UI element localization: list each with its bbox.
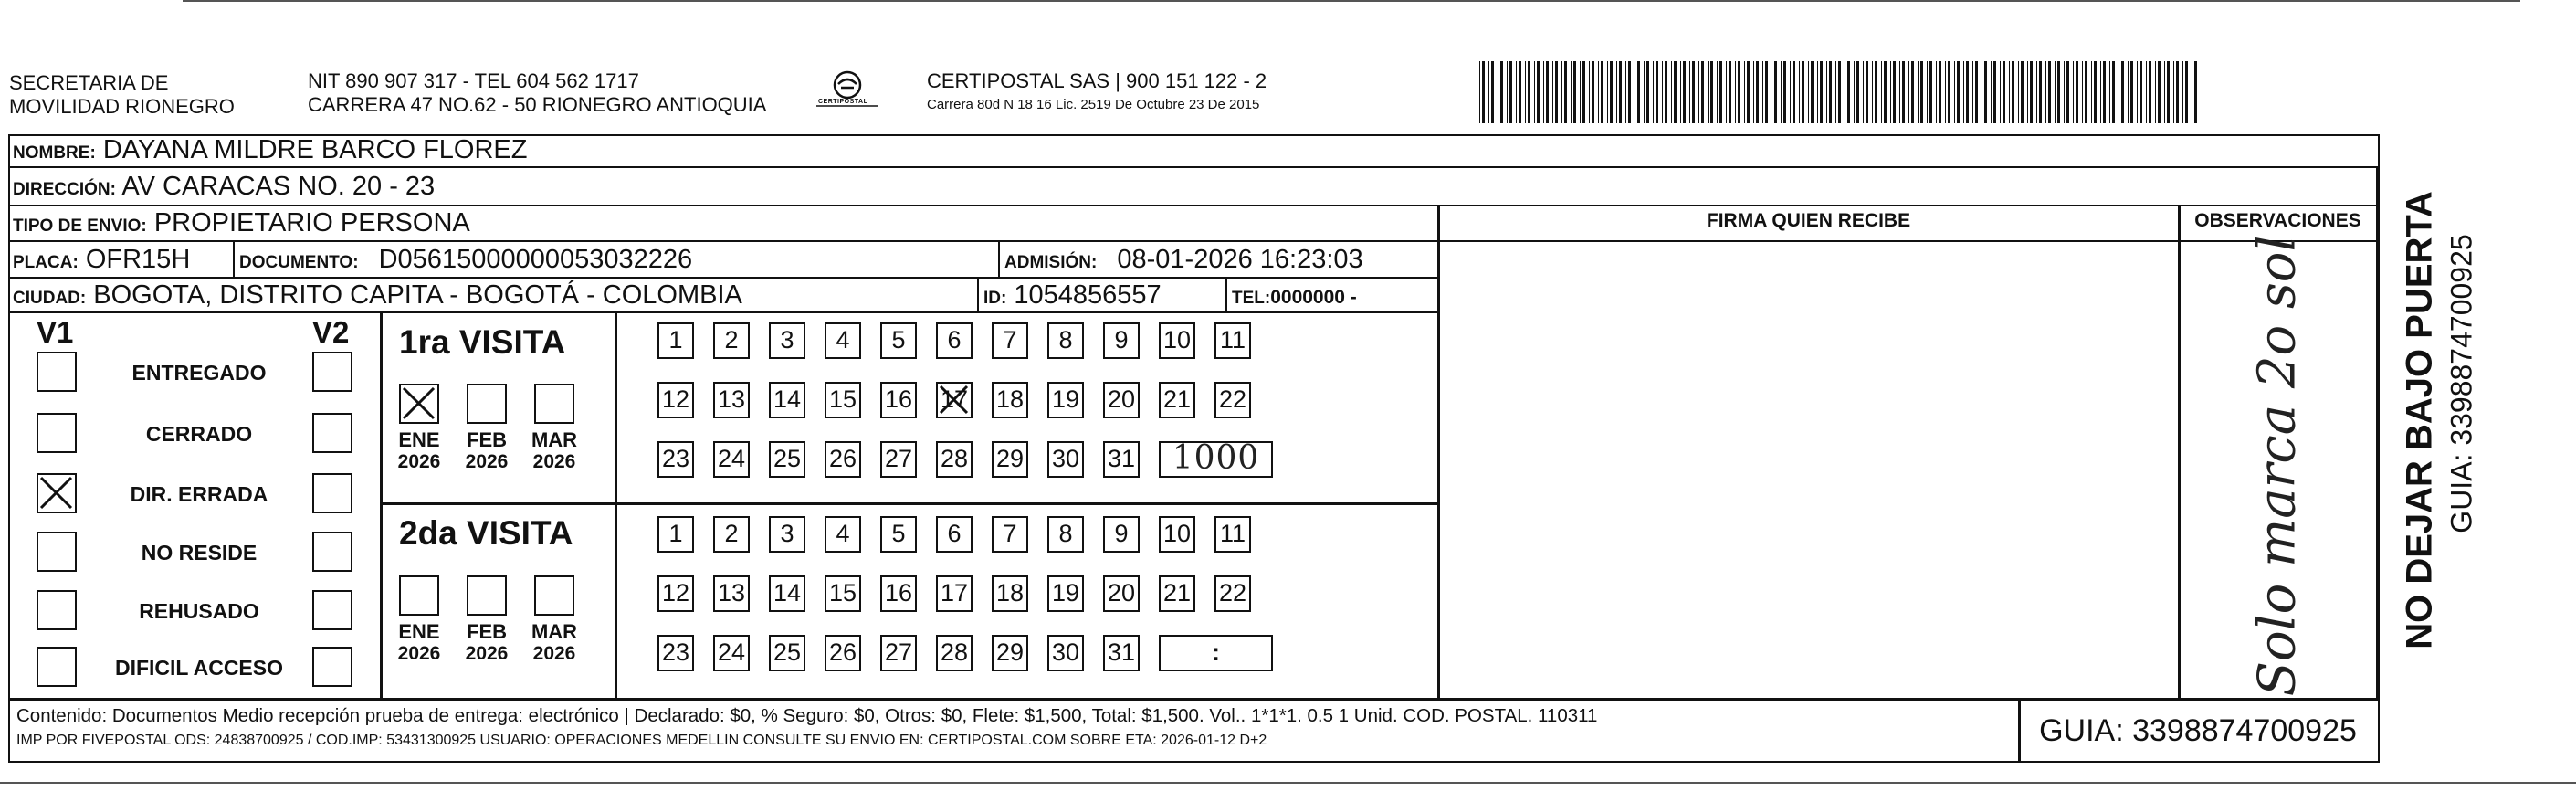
first-day-box[interactable]: 19 <box>1047 382 1084 418</box>
month-label: MAR <box>531 428 578 451</box>
first-day-box[interactable]: 2 <box>713 322 750 359</box>
v1-checkbox[interactable] <box>37 352 77 392</box>
ciudad-label: CIUDAD: <box>13 289 87 308</box>
first-visit-title: 1ra VISITA <box>399 323 566 361</box>
first-month-checkbox[interactable] <box>467 384 507 424</box>
documento-label: DOCUMENTO: <box>239 253 359 272</box>
second-day-box[interactable]: 17 <box>936 575 973 612</box>
v2-checkbox[interactable] <box>312 590 352 630</box>
year-label: 2026 <box>532 451 576 472</box>
second-day-box[interactable]: 10 <box>1159 516 1195 553</box>
nit-line-1: NIT 890 907 317 - TEL 604 562 1717 <box>308 69 639 92</box>
id-value: 1054856557 <box>1014 280 1162 310</box>
issuer-line-2: MOVILIDAD RIONEGRO <box>9 95 235 118</box>
nombre-row <box>13 134 527 169</box>
first-day-box[interactable]: 31 <box>1103 441 1140 478</box>
second-day-box[interactable]: 30 <box>1047 635 1084 671</box>
month-label: MAR <box>531 620 578 643</box>
tel-value: 0000000 - <box>1270 287 1357 308</box>
month-label: ENE <box>398 620 440 643</box>
time-handwriting: 1000 <box>1172 439 1260 477</box>
tel-field <box>1232 279 1357 314</box>
first-day-box[interactable]: 28 <box>936 441 973 478</box>
second-day-box[interactable]: 11 <box>1214 516 1251 553</box>
col-line-side <box>2376 166 2379 700</box>
second-day-box[interactable]: 23 <box>657 635 694 671</box>
col-line-admision <box>998 240 1000 277</box>
year-label: 2026 <box>397 643 441 664</box>
second-day-box[interactable]: 13 <box>713 575 750 612</box>
logo-text: CERTIPOSTAL <box>818 99 868 105</box>
month-label: FEB <box>467 428 507 451</box>
second-day-box[interactable]: 20 <box>1103 575 1140 612</box>
second-month-checkbox[interactable] <box>534 575 574 616</box>
first-day-box[interactable]: 27 <box>880 441 917 478</box>
side-guia: GUIA: 3398874700925 <box>2445 234 2478 533</box>
admision-value: 08-01-2026 16:23:03 <box>1117 245 1363 274</box>
status-label: REHUSADO <box>139 599 259 623</box>
admision-field <box>1004 244 1363 279</box>
col-line-days <box>615 311 617 700</box>
certipostal-logo <box>811 69 884 115</box>
v1-checkbox[interactable] <box>37 532 77 572</box>
side-notice: NO DEJAR BAJO PUERTA <box>2399 191 2440 649</box>
second-visit-title: 2da VISITA <box>399 514 573 552</box>
first-day-box[interactable]: 16 <box>880 382 917 418</box>
issuer-line-1: SECRETARIA DE <box>9 71 169 94</box>
first-day-box[interactable]: 10 <box>1159 322 1195 359</box>
v1-checkbox[interactable] <box>37 647 77 687</box>
top-border <box>183 0 2520 2</box>
v2-checkbox[interactable] <box>312 352 352 392</box>
second-day-box[interactable]: 6 <box>936 516 973 553</box>
second-day-box[interactable]: 12 <box>657 575 694 612</box>
v2-checkbox[interactable] <box>312 413 352 453</box>
col-line-status <box>380 311 383 700</box>
col-line-id <box>977 277 979 311</box>
first-day-box[interactable]: 11 <box>1214 322 1251 359</box>
first-day-box[interactable]: 9 <box>1103 322 1140 359</box>
firma-header: FIRMA QUIEN RECIBE <box>1706 210 1911 231</box>
first-day-box[interactable]: 4 <box>825 322 861 359</box>
second-day-box[interactable]: 18 <box>992 575 1028 612</box>
tipo-row <box>13 207 470 242</box>
status-label: DIFICIL ACCESO <box>114 656 283 680</box>
second-day-box[interactable]: 8 <box>1047 516 1084 553</box>
nit-line-2: CARRERA 47 NO.62 - 50 RIONEGRO ANTIOQUIA <box>308 93 767 116</box>
first-day-box[interactable]: 12 <box>657 382 694 418</box>
v2-label: V2 <box>312 315 350 349</box>
second-day-box[interactable]: 26 <box>825 635 861 671</box>
second-day-box[interactable]: 31 <box>1103 635 1140 671</box>
v1-checkbox[interactable] <box>37 413 77 453</box>
first-time-box[interactable] <box>1159 441 1273 478</box>
tel-label: TEL: <box>1232 289 1271 308</box>
second-day-box[interactable]: 25 <box>769 635 805 671</box>
second-day-box[interactable]: 7 <box>992 516 1028 553</box>
courier-line-1: CERTIPOSTAL SAS | 900 151 122 - 2 <box>927 69 1267 92</box>
year-label: 2026 <box>532 643 576 664</box>
col-line-tel <box>1225 277 1227 311</box>
first-day-box[interactable]: 14 <box>769 382 805 418</box>
first-day-box[interactable]: 15 <box>825 382 861 418</box>
second-month-checkbox[interactable] <box>467 575 507 616</box>
second-day-box[interactable]: 27 <box>880 635 917 671</box>
v1-checkbox[interactable] <box>37 590 77 630</box>
second-day-box[interactable]: 22 <box>1214 575 1251 612</box>
first-month-checkbox[interactable] <box>399 384 439 424</box>
id-field <box>983 279 1162 314</box>
courier-block <box>927 69 1267 114</box>
day-number: 17 <box>940 385 969 413</box>
first-day-box[interactable]: 18 <box>992 382 1028 418</box>
second-day-box[interactable]: 14 <box>769 575 805 612</box>
second-day-box[interactable]: 21 <box>1159 575 1195 612</box>
footer-guia: GUIA: 3398874700925 <box>2039 713 2357 748</box>
tipo-value: PROPIETARIO PERSONA <box>153 208 470 237</box>
year-label: 2026 <box>397 451 441 472</box>
first-day-box[interactable]: 23 <box>657 441 694 478</box>
second-time-box[interactable]: : <box>1159 635 1273 671</box>
v2-checkbox[interactable] <box>312 473 352 513</box>
footer-imp: IMP POR FIVEPOSTAL ODS: 24838700925 / COD.IMP: 53431300925 USUARIO: OPERACIONES MEDELLIN CONSULTE SU ENVIO EN: CERTIPOSTAL.COM SOBRE ETA: 2026-01-12 D+2 <box>16 733 1267 748</box>
barcode-graphic <box>1479 61 2201 123</box>
first-day-box[interactable]: 26 <box>825 441 861 478</box>
v1-label: V1 <box>37 315 74 349</box>
status-label: ENTREGADO <box>131 361 267 385</box>
month-label: FEB <box>467 620 507 643</box>
status-label: DIR. ERRADA <box>130 482 268 506</box>
col-line-documento <box>233 240 235 277</box>
barcode <box>1479 61 2201 123</box>
month-label: ENE <box>398 428 440 451</box>
observaciones-handwriting: Solo marca 2o sol <box>2247 235 2308 697</box>
first-day-box[interactable]: 24 <box>713 441 750 478</box>
check-x-icon <box>38 475 74 511</box>
id-label: ID: <box>983 289 1007 308</box>
year-label: 2026 <box>465 643 509 664</box>
issuer-block <box>9 71 235 119</box>
first-day-box[interactable]: 22 <box>1214 382 1251 418</box>
second-day-box[interactable]: 19 <box>1047 575 1084 612</box>
first-day-box[interactable]: 7 <box>992 322 1028 359</box>
first-day-box[interactable]: 6 <box>936 322 973 359</box>
second-day-box[interactable]: 16 <box>880 575 917 612</box>
direccion-value: AV CARACAS NO. 20 - 23 <box>121 172 436 201</box>
admision-label: ADMISIÓN: <box>1004 253 1098 272</box>
second-day-box[interactable]: 2 <box>713 516 750 553</box>
check-x-icon <box>401 385 436 421</box>
observaciones-header: OBSERVACIONES <box>2194 210 2361 231</box>
footer-contenido: Contenido: Documentos Medio recepción prueba de entrega: electrónico | Declarado: $0, % Seguro: $0, Otros: $0, Flete: $1,500, Total: $1,500. Vol.. 1*1*1. 0.5 1 Unid. COD. POSTAL. 110311 <box>16 705 1598 726</box>
second-day-box[interactable]: 24 <box>713 635 750 671</box>
documento-field <box>239 244 692 279</box>
v1-checkbox[interactable] <box>37 473 77 513</box>
first-day-box[interactable]: 8 <box>1047 322 1084 359</box>
documento-value: D05615000000053032226 <box>378 245 693 274</box>
nit-block <box>308 69 766 117</box>
second-day-box[interactable]: 9 <box>1103 516 1140 553</box>
ciudad-field <box>13 279 742 314</box>
col-line-firma <box>1437 205 1440 700</box>
year-label: 2026 <box>465 451 509 472</box>
direccion-label: DIRECCIÓN: <box>13 180 116 199</box>
row-line-visits <box>380 502 1439 505</box>
second-month-checkbox[interactable] <box>399 575 439 616</box>
second-day-box[interactable]: 5 <box>880 516 917 553</box>
v2-checkbox[interactable] <box>312 532 352 572</box>
first-month-checkbox[interactable] <box>534 384 574 424</box>
courier-line-2: Carrera 80d N 18 16 Lic. 2519 De Octubre 23 De 2015 <box>927 97 1260 112</box>
second-day-box[interactable]: 3 <box>769 516 805 553</box>
nombre-label: NOMBRE: <box>13 143 96 163</box>
first-day-box[interactable]: 30 <box>1047 441 1084 478</box>
second-day-box[interactable]: 4 <box>825 516 861 553</box>
placa-field <box>13 244 190 279</box>
first-day-box[interactable]: 3 <box>769 322 805 359</box>
placa-value: OFR15H <box>85 245 191 274</box>
tipo-label: TIPO DE ENVIO: <box>13 216 147 236</box>
first-day-box[interactable]: 20 <box>1103 382 1140 418</box>
placa-label: PLACA: <box>13 253 79 272</box>
first-day-box[interactable]: 25 <box>769 441 805 478</box>
status-label: NO RESIDE <box>141 541 258 564</box>
second-day-box[interactable]: 15 <box>825 575 861 612</box>
first-day-box[interactable]: 1 <box>657 322 694 359</box>
first-day-box[interactable]: 21 <box>1159 382 1195 418</box>
second-day-box[interactable]: 29 <box>992 635 1028 671</box>
second-day-box[interactable]: 28 <box>936 635 973 671</box>
first-day-box[interactable] <box>936 382 973 418</box>
col-line-obs <box>2178 205 2181 700</box>
nombre-value: DAYANA MILDRE BARCO FLOREZ <box>102 135 528 164</box>
logo-icon <box>811 69 884 115</box>
second-day-box[interactable]: 1 <box>657 516 694 553</box>
first-day-box[interactable]: 5 <box>880 322 917 359</box>
status-label: CERRADO <box>145 422 253 446</box>
direccion-row <box>13 171 435 206</box>
first-day-box[interactable]: 13 <box>713 382 750 418</box>
v2-checkbox[interactable] <box>312 647 352 687</box>
bottom-border <box>0 782 2576 784</box>
first-day-box[interactable]: 29 <box>992 441 1028 478</box>
ciudad-value: BOGOTA, DISTRITO CAPITA - BOGOTÁ - COLOMBIA <box>93 280 742 310</box>
